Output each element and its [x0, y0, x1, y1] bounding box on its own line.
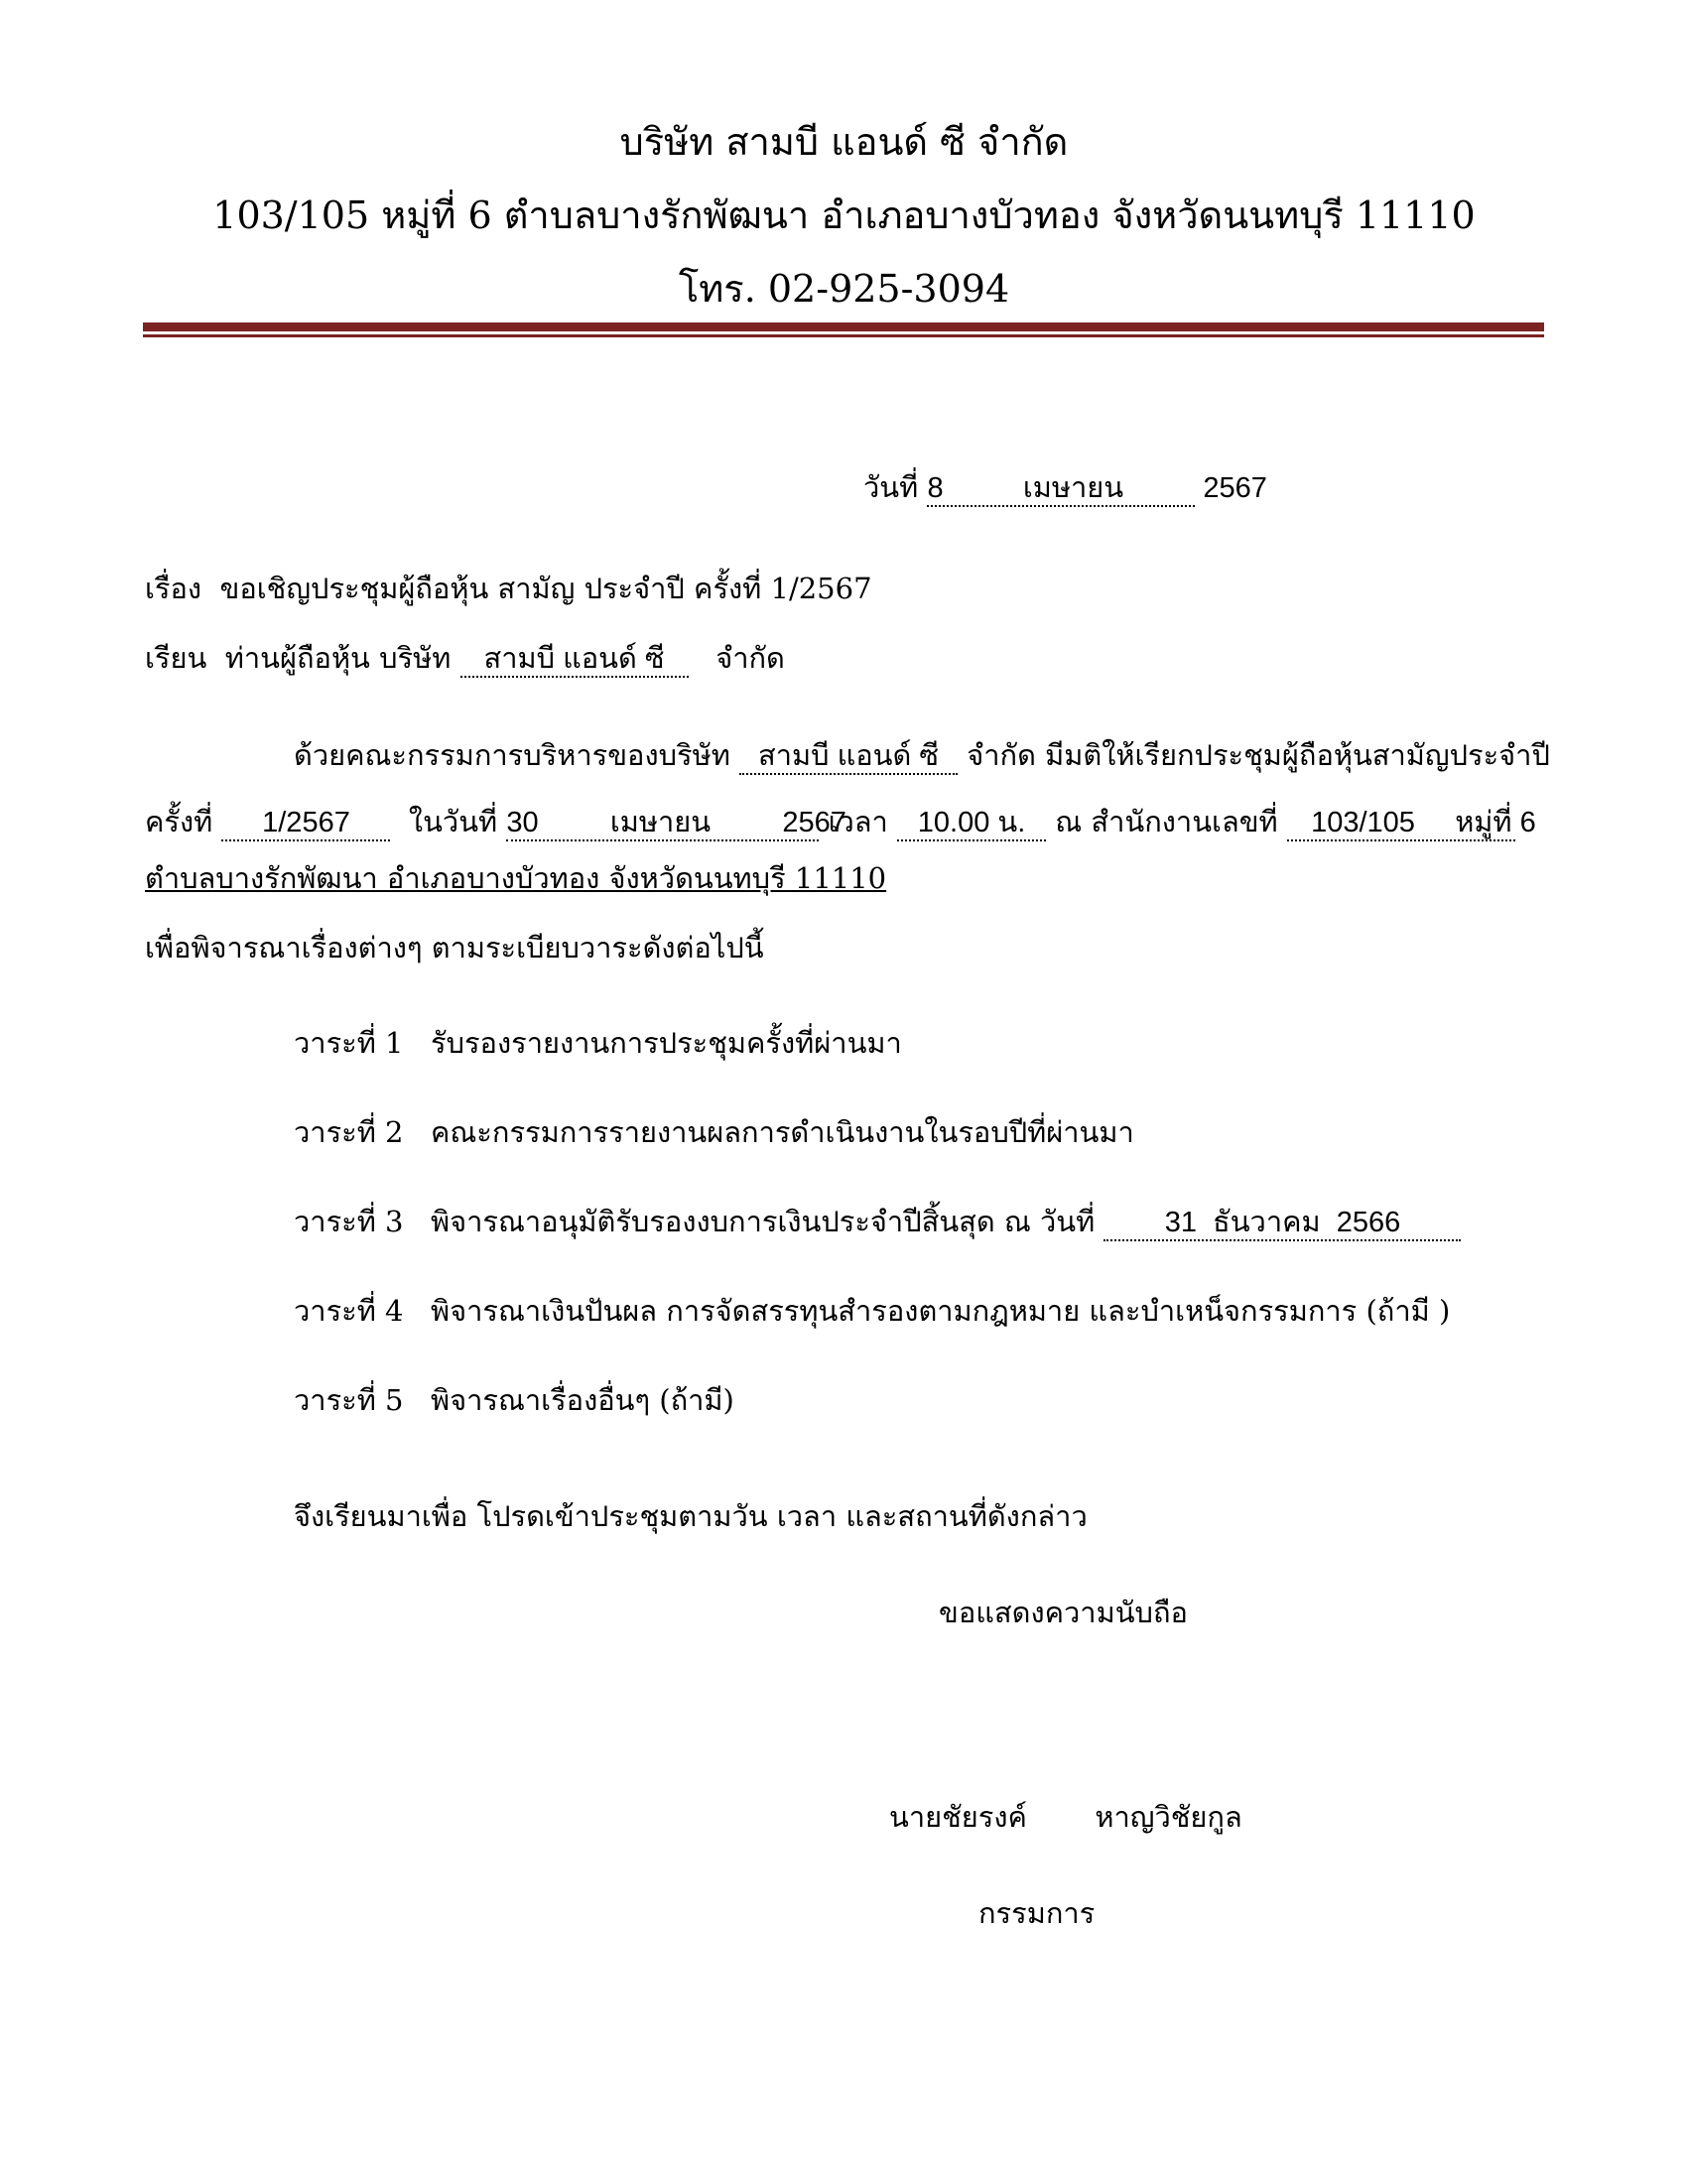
agenda-item-4 [294, 1288, 1450, 1334]
closing-regards: ขอแสดงความนับถือ [939, 1596, 1188, 1629]
meeting-day: 30 [506, 807, 539, 838]
agenda-text: พิจารณาเงินปันผล การจัดสรรทุนสำรองตามกฎหมาย และบำเหน็จกรรมการ (ถ้ามี ) [431, 1294, 1451, 1328]
company-address: 103/105 หมู่ที่ 6 ตำบลบางรักพัฒนา อำเภอบางบัวทอง จังหวัดนนทบุรี 11110 [212, 193, 1476, 237]
company-name: บริษัท สามบี แอนด์ ซี จำกัด [619, 120, 1069, 164]
recipient-line [145, 635, 785, 681]
company-phone: โทร. 02-925-3094 [678, 267, 1010, 311]
signer-name [889, 1794, 1242, 1840]
date-year: 2567 [1203, 472, 1267, 504]
body-line-1 [294, 732, 1550, 778]
recipient-prefix: ท่านผู้ถือหุ้น บริษัท [224, 641, 452, 675]
signer-first-name: นายชัยรงค์ [889, 1800, 1027, 1834]
date-line [863, 464, 1267, 510]
body-text: ในวันที่ [408, 805, 498, 838]
body-line-2 [145, 799, 1536, 844]
recipient-label: เรียน [145, 641, 207, 675]
agenda-number: วาระที่ 3 [294, 1205, 404, 1238]
body-line-3: ตำบลบางรักพัฒนา อำเภอบางบัวทอง จังหวัดนนทบุรี 11110 [145, 861, 887, 895]
body-text: ณ สำนักงานเลขที่ [1055, 805, 1278, 838]
subject-text: ขอเชิญประชุมผู้ถือหุ้น สามัญ ประจำปี ครั้งที่ 1/2567 [219, 572, 872, 605]
agenda-item-2 [294, 1109, 1134, 1155]
agenda-text: พิจารณาอนุมัติรับรองงบการเงินประจำปีสิ้นสุด ณ วันที่ [431, 1205, 1096, 1238]
agenda-item-1 [294, 1020, 902, 1066]
agenda-text: พิจารณาเรื่องอื่นๆ (ถ้ามี) [431, 1383, 734, 1417]
date-month: เมษายน [1022, 472, 1124, 504]
meeting-number: 1/2567 [221, 807, 390, 841]
body-line-4: เพื่อพิจารณาเรื่องต่างๆ ตามระเบียบวาระดังต่อไปนี้ [145, 931, 764, 964]
meeting-year: 2567 [782, 807, 846, 838]
body-text: ด้วยคณะกรรมการบริหารของบริษัท [294, 738, 730, 772]
body-text: ครั้งที่ [145, 805, 213, 838]
agenda-text: คณะกรรมการรายงานผลการดำเนินงานในรอบปีที่ผ่านมา [431, 1115, 1134, 1149]
recipient-suffix: จำกัด [715, 641, 785, 675]
header-rule-thin [143, 334, 1544, 337]
agenda-item-3 [294, 1199, 1461, 1244]
agenda-fill-date: 31 ธันวาคม 2566 [1104, 1207, 1461, 1241]
date-label: วันที่ [863, 470, 919, 504]
agenda-number: วาระที่ 5 [294, 1383, 404, 1417]
office-no: 103/105 [1311, 807, 1415, 838]
signer-position: กรรมการ [978, 1896, 1096, 1930]
agenda-number: วาระที่ 2 [294, 1115, 404, 1149]
header-rule-thick [143, 322, 1544, 331]
agenda-text: รับรองรายงานการประชุมครั้งที่ผ่านมา [431, 1026, 902, 1060]
meeting-date [506, 807, 846, 841]
subject-line [145, 566, 872, 611]
agenda-number: วาระที่ 4 [294, 1294, 404, 1328]
agenda-number: วาระที่ 1 [294, 1026, 404, 1060]
meeting-month: เมษายน [609, 807, 712, 838]
body-company: สามบี แอนด์ ซี [739, 740, 958, 775]
office-number [1287, 807, 1536, 841]
subject-label: เรื่อง [145, 572, 202, 605]
meeting-time: 10.00 น. [897, 807, 1046, 841]
body-text: จำกัด มีมติให้เรียกประชุมผู้ถือหุ้นสามัญประจำปี [967, 738, 1550, 772]
signer-last-name: หาญวิชัยกูล [1095, 1800, 1242, 1834]
date-day: 8 [927, 472, 944, 504]
date-fill [927, 472, 1267, 507]
agenda-item-5 [294, 1377, 734, 1423]
closing-invite: จึงเรียนมาเพื่อ โปรดเข้าประชุมตามวัน เวลา และสถานที่ดังกล่าว [294, 1499, 1088, 1533]
body-text: เวลา [828, 805, 888, 838]
office-moo: หมู่ที่ 6 [1455, 807, 1536, 838]
recipient-company: สามบี แอนด์ ซี [460, 643, 689, 678]
